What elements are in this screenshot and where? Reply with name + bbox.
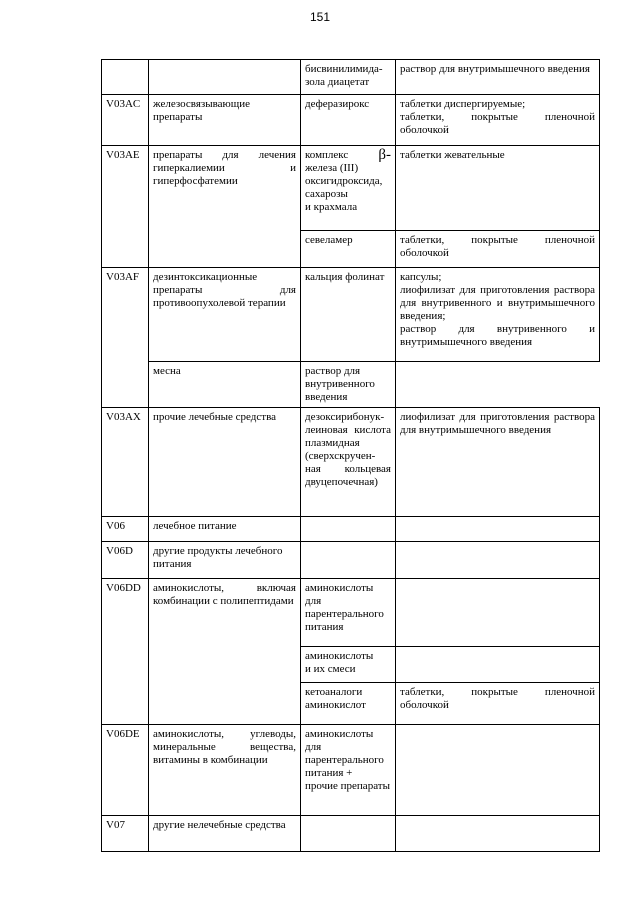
drug-name-cell: [301, 816, 396, 852]
dosage-form-cell: раствор для внутривенного введения: [301, 362, 396, 408]
table-row: [102, 517, 600, 542]
table-row: [102, 408, 600, 517]
drug-name-cell: [301, 146, 396, 231]
drug-name-cell: аминокислоты для парентерального питания + прочие препараты: [301, 725, 396, 816]
group-name-cell: лечебное питание: [149, 517, 301, 542]
group-name-cell: аминокислоты, включая комбинации с полипептидами: [149, 579, 301, 725]
atc-code-cell: V03AE: [102, 146, 149, 268]
atc-code-cell: V03AF: [102, 268, 149, 408]
drug-name-cell: [301, 542, 396, 579]
group-name-cell: другие продукты лечебного питания: [149, 542, 301, 579]
drug-name-prefix: комплекс: [305, 149, 349, 161]
drug-name-cell: аминокислоты для парентерального питания: [301, 579, 396, 647]
dosage-form-cell: капсулы; лиофилизат для приготовления раствора для внутривенного и внутримышечного введения; раствор для внутривенного и внутримышечного введения: [396, 268, 600, 362]
table-row: [102, 146, 600, 231]
atc-code-cell: V06DE: [102, 725, 149, 816]
atc-code-cell: V06: [102, 517, 149, 542]
table-row: [102, 579, 600, 647]
atc-code-cell: V06DD: [102, 579, 149, 725]
table-row: [102, 542, 600, 579]
dosage-form-cell: [396, 517, 600, 542]
drug-name-cell: севеламер: [301, 231, 396, 268]
group-name-cell: железосвязывающие препараты: [149, 95, 301, 146]
drug-name-cell: месна: [149, 362, 301, 408]
table-row: [102, 816, 600, 852]
group-name-cell: прочие лечебные средства: [149, 408, 301, 517]
drug-name-cell: аминокислоты и их смеси: [301, 647, 396, 683]
dosage-form-cell: таблетки жевательные: [396, 146, 600, 231]
dosage-form-cell: таблетки, покрытые пленочной оболочкой: [396, 683, 600, 725]
drug-classification-table: [101, 59, 600, 852]
table-row: [102, 268, 600, 362]
dosage-form-cell: [396, 542, 600, 579]
atc-code-cell: V03AX: [102, 408, 149, 517]
group-name-cell: аминокислоты, углеводы, минеральные вещества, витамины в комбинации: [149, 725, 301, 816]
group-name-cell: дезинтоксикационные препараты для противоопухолевой терапии: [149, 268, 301, 362]
table-row: [102, 95, 600, 146]
atc-code-cell: [102, 60, 149, 95]
drug-name-cell: бисвинилимида- зола диацетат: [301, 60, 396, 95]
drug-name-cell: [301, 517, 396, 542]
group-name-cell: другие нелечебные средства: [149, 816, 301, 852]
drug-name-cell: кетоаналоги аминокислот: [301, 683, 396, 725]
dosage-form-cell: [396, 579, 600, 647]
table-row: [102, 725, 600, 816]
drug-name-rest: железа (III) оксигидроксида, сахарозы и крахмала: [305, 162, 383, 213]
dosage-form-cell: таблетки, покрытые пленочной оболочкой: [396, 231, 600, 268]
dosage-form-cell: лиофилизат для приготовления раствора для внутримышечного введения: [396, 408, 600, 517]
atc-code-cell: V07: [102, 816, 149, 852]
group-name-cell: препараты для лечения гиперкалиемии и гиперфосфатемии: [149, 146, 301, 268]
table-row: [102, 362, 600, 408]
drug-name-cell: деферазирокс: [301, 95, 396, 146]
dosage-form-cell: [396, 816, 600, 852]
drug-name-cell: дезоксирибонук- леиновая кислота плазмидная (сверхскручен- ная кольцевая двуцепочечная): [301, 408, 396, 517]
dosage-form-cell: [396, 647, 600, 683]
atc-code-cell: V03AC: [102, 95, 149, 146]
drug-name-cell: кальция фолинат: [301, 268, 396, 362]
dosage-form-cell: таблетки диспергируемые; таблетки, покрытые пленочной оболочкой: [396, 95, 600, 146]
group-name-cell: [149, 60, 301, 95]
page-number: 151: [309, 10, 331, 24]
beta-symbol: β-: [378, 147, 391, 163]
atc-code-cell: V06D: [102, 542, 149, 579]
table-row: [102, 60, 600, 95]
dosage-form-cell: [396, 725, 600, 816]
dosage-form-cell: раствор для внутримышечного введения: [396, 60, 600, 95]
